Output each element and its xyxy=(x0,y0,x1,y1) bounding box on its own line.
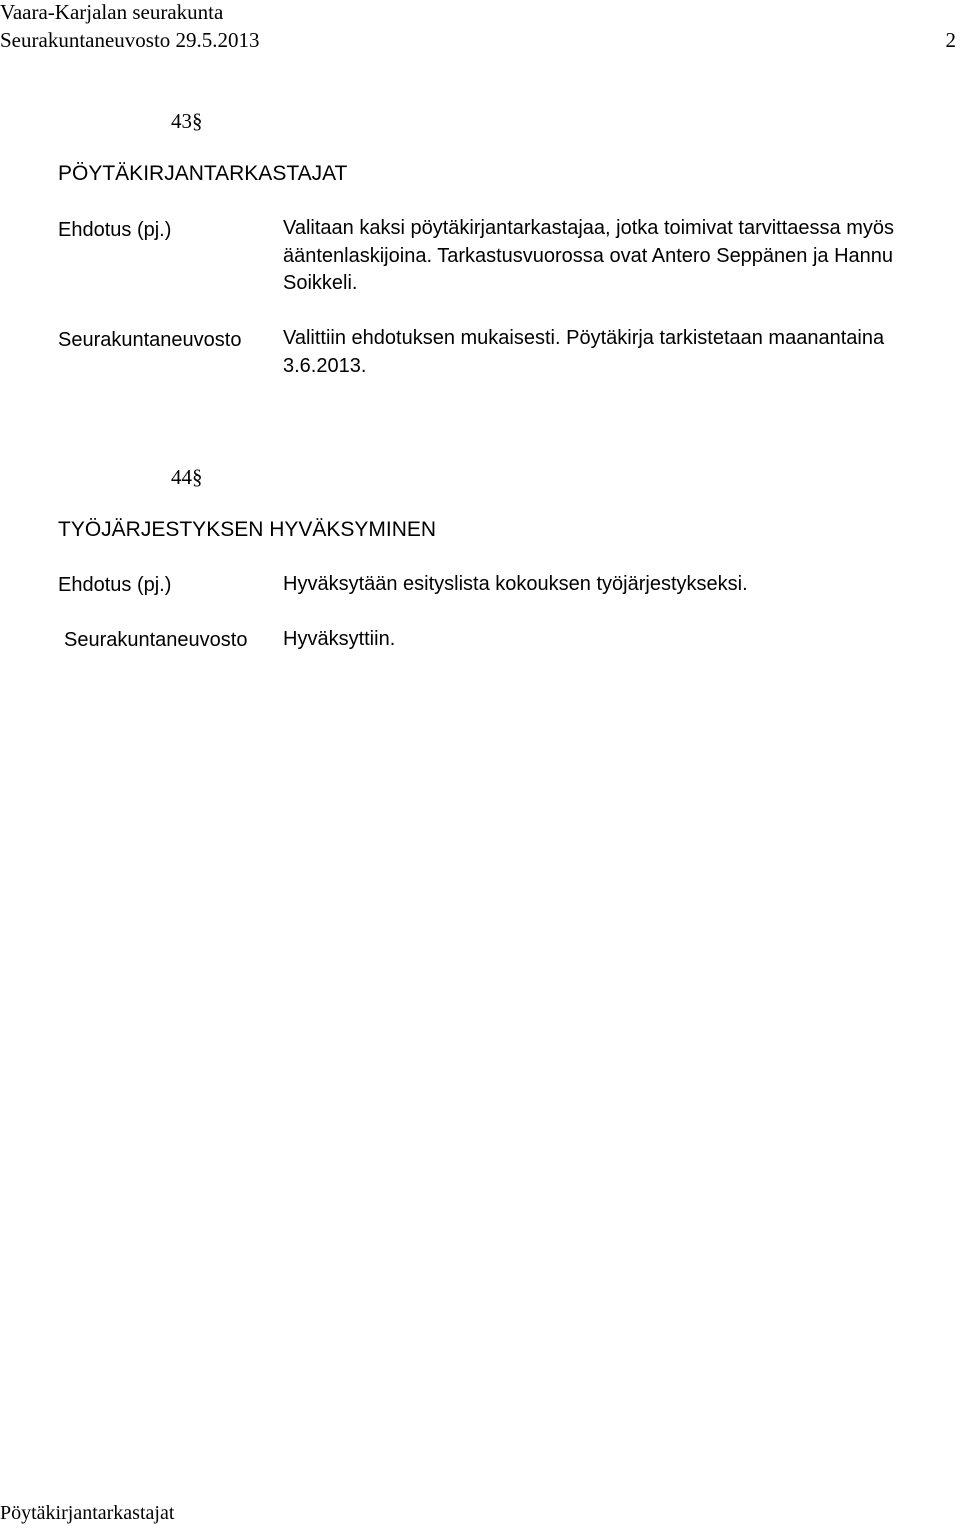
proposal-text: Valitaan kaksi pöytäkirjantarkastajaa, jotka toimivat tarvittaessa myös ääntenlaskijoina. Tarkastusvuorossa ovat Antero Seppänen ja Hannu Soikkeli. xyxy=(283,217,895,294)
proposal-label: Ehdotus (pj.) xyxy=(58,219,172,241)
decision-text: Hyväksyttiin. xyxy=(283,628,396,650)
section-title: PÖYTÄKIRJANTARKASTAJAT xyxy=(58,162,348,185)
decision-label: Seurakuntaneuvosto xyxy=(64,629,248,651)
section-title: TYÖJÄRJESTYKSEN HYVÄKSYMINEN xyxy=(58,518,437,541)
organization-name: Vaara-Karjalan seurakunta xyxy=(0,0,224,24)
section-number: 44§ xyxy=(171,465,203,489)
meeting-title: Seurakuntaneuvosto 29.5.2013 xyxy=(0,28,260,52)
section-number: 43§ xyxy=(171,109,203,133)
proposal-text: Hyväksytään esityslista kokouksen työjärjestykseksi. xyxy=(283,573,748,595)
footer-label: Pöytäkirjantarkastajat xyxy=(0,1502,175,1524)
decision-text: Valittiin ehdotuksen mukaisesti. Pöytäkirja tarkistetaan maanantaina 3.6.2013. xyxy=(283,327,885,377)
proposal-label: Ehdotus (pj.) xyxy=(58,574,172,596)
decision-label: Seurakuntaneuvosto xyxy=(58,329,242,351)
page-number: 2 xyxy=(945,28,956,52)
